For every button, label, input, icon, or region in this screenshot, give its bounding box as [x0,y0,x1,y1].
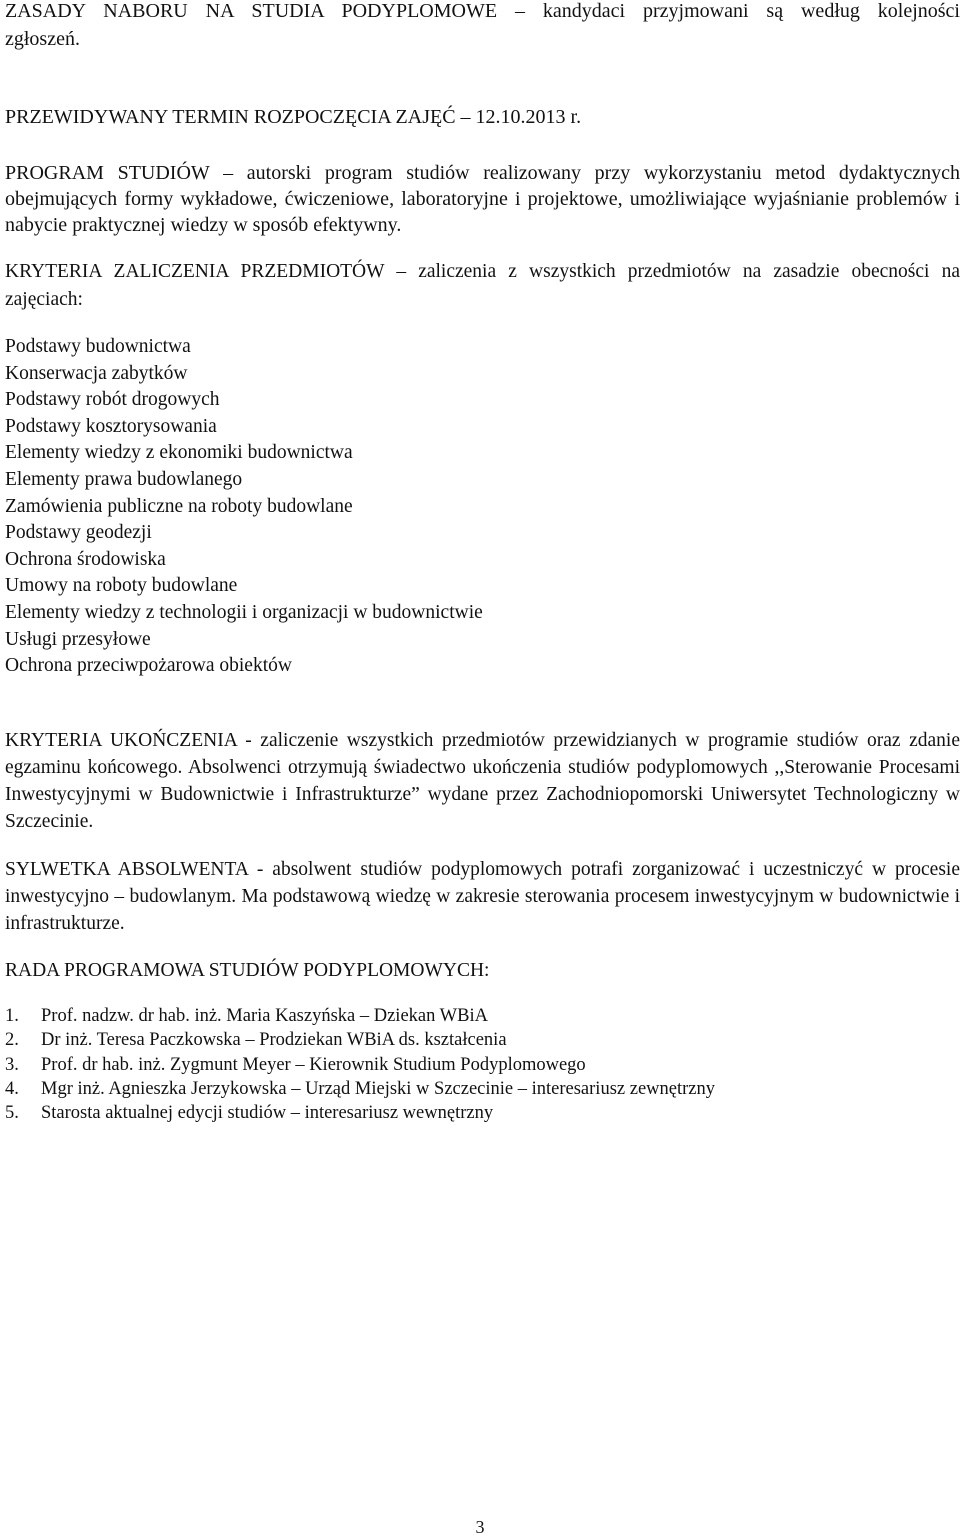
board-member-text: Dr inż. Teresa Paczkowska – Prodziekan WBiA ds. kształcenia [41,1030,507,1051]
graduate-text: - absolwent studiów podyplomowych potrafi zorganizować i uczestniczyć w procesie inwestycyjno – budowlanym. Ma podstawową wiedzę w zakresie sterowania procesem inwestycyjnym w budownictwie i infrastrukturze. [5,859,960,934]
subject-item: Ochrona środowiska [5,548,166,570]
graduate-heading: SYLWETKA ABSOLWENTA [5,859,248,880]
subject-item: Usługi przesyłowe [5,628,151,650]
page-number: 3 [475,1517,485,1537]
program-paragraph [5,160,960,238]
board-member-number: 2. [5,1030,19,1051]
graduate-paragraph [5,856,960,937]
start-date-paragraph [5,103,960,131]
subject-item: Elementy wiedzy z technologii i organizacji w budownictwie [5,601,483,623]
subject-item: Podstawy budownictwa [5,336,191,357]
board-member-item [5,1053,715,1077]
criteria-text: – zaliczenia z wszystkich przedmiotów na zasadzie obecności na zajęciach: [5,261,960,310]
board-members-list [5,1004,715,1125]
subjects-list [5,334,483,680]
subject-item: Elementy prawa budowlanego [5,468,243,490]
subject-item: Elementy wiedzy z ekonomiki budownictwa [5,442,353,464]
board-member-text: Prof. dr hab. inż. Zygmunt Meyer – Kierownik Studium Podyplomowego [41,1054,586,1075]
board-member-number: 1. [5,1006,19,1026]
subject-item: Podstawy geodezji [5,522,152,544]
subject-item: Zamówienia publiczne na roboty budowlane [5,495,353,517]
admission-paragraph [5,0,960,53]
board-member-number: 4. [5,1078,19,1099]
board-member-item [5,1101,715,1125]
criteria-heading: KRYTERIA ZALICZENIA PRZEDMIOTÓW [5,261,385,282]
subject-item: Podstawy kosztorysowania [5,415,217,437]
board-heading: RADA PROGRAMOWA STUDIÓW PODYPLOMOWYCH: [5,960,490,981]
start-date-heading: PRZEWIDYWANY TERMIN ROZPOCZĘCIA ZAJĘĆ [5,106,456,128]
board-member-text: Prof. nadzw. dr hab. inż. Maria Kaszyńska – Dziekan WBiA [41,1006,488,1026]
program-heading: PROGRAM STUDIÓW [5,162,210,184]
program-text: – autorski program studiów realizowany przy wykorzystaniu metod dydaktycznych obejmujących formy wykładowe, ćwiczeniowe, laboratoryjne i projektowe, umożliwiające wyjaśnianie problemów i nabycie praktycznej wiedzy w sposób efektywny. [5,162,960,236]
criteria-paragraph [5,258,960,314]
board-member-number: 3. [5,1054,19,1075]
board-member-item [5,1077,715,1101]
subject-item: Konserwacja zabytków [5,362,188,384]
board-member-item [5,1004,715,1028]
completion-text: - zaliczenie wszystkich przedmiotów przewidzianych w programie studiów oraz zdanie egzaminu końcowego. Absolwenci otrzymują świadectwo ukończenia studiów podyplomowych ,,Sterowanie Procesami Inwestycyjnymi w Budownictwie i Infrastrukturze” wydane przez Zachodniopomorski Uniwersytet Technologiczny w Szczecinie. [5,730,960,832]
admission-text: – kandydaci przyjmowani są według kolejności zgłoszeń. [5,0,960,50]
subject-item: Ochrona przeciwpożarowa obiektów [5,655,292,677]
board-member-text: Starosta aktualnej edycji studiów – interesariusz wewnętrzny [41,1103,494,1124]
admission-heading: ZASADY NABORU NA STUDIA PODYPLOMOWE [5,0,498,22]
subject-item: Umowy na roboty budowlane [5,575,238,597]
completion-paragraph [5,727,960,835]
board-member-item [5,1028,715,1052]
start-date-text: – 12.10.2013 r. [455,106,582,128]
completion-heading: KRYTERIA UKOŃCZENIA [5,730,237,751]
board-member-text: Mgr inż. Agnieszka Jerzykowska – Urząd Miejski w Szczecinie – interesariusz zewnętrzny [41,1078,715,1099]
subject-item: Podstawy robót drogowych [5,389,220,411]
board-member-number: 5. [5,1103,19,1124]
